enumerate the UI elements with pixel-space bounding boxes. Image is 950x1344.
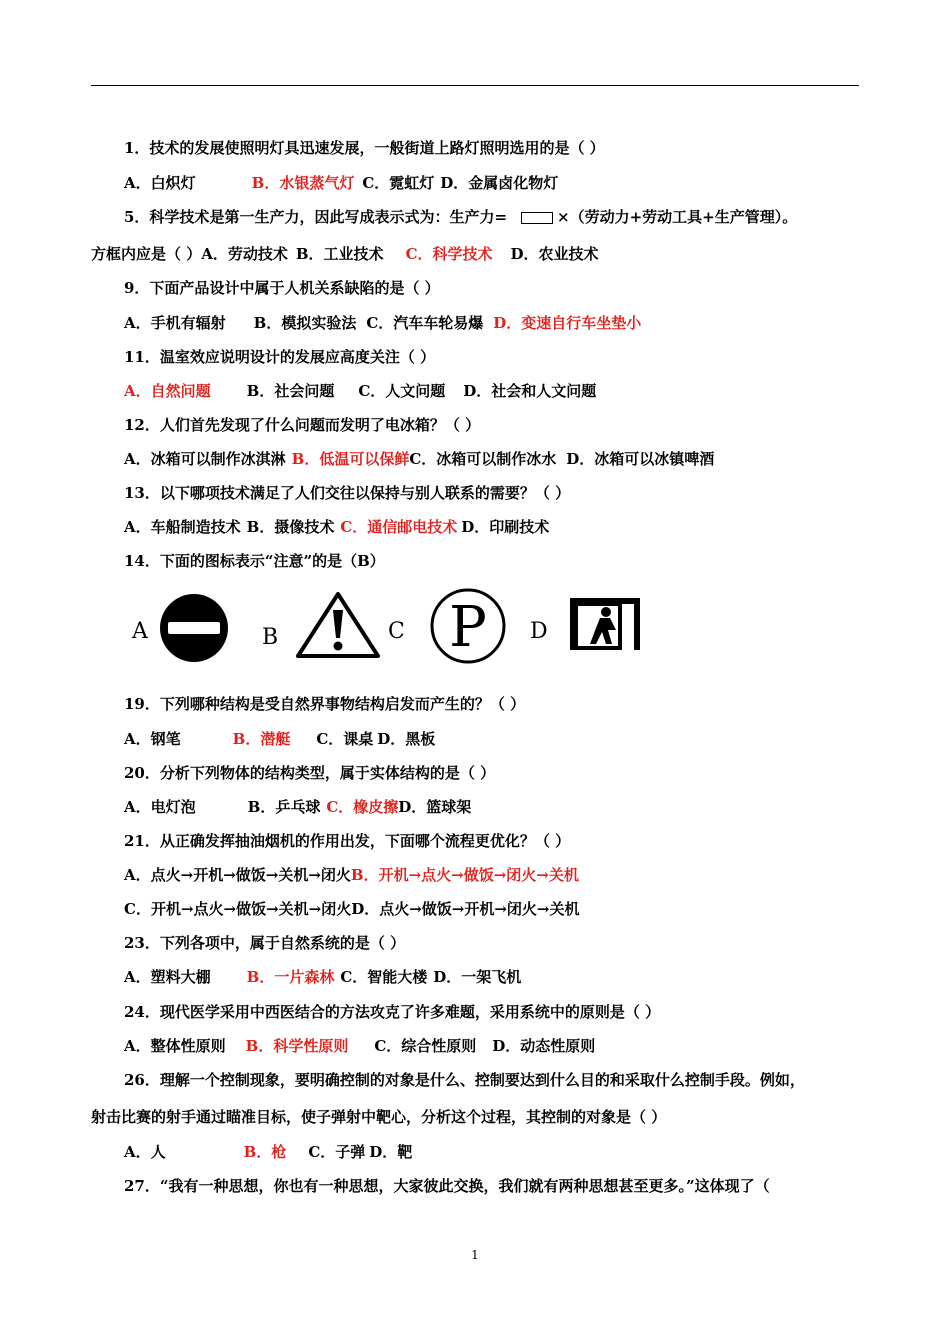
option-d: D．金属卤化物灯 xyxy=(440,174,559,192)
question-21-stem: 21．从正确发挥抽油烟机的作用出发，下面哪个流程更优化？（ ） xyxy=(124,832,571,850)
option-b-answer: B．枪 xyxy=(243,1143,287,1161)
option-b-answer: B．水银蒸气灯 xyxy=(251,174,355,192)
option-d: D．社会和人文问题 xyxy=(463,382,597,400)
question-20-stem: 20．分析下列物体的结构类型，属于实体结构的是（ ） xyxy=(124,764,496,782)
question-26-stem: 26．理解一个控制现象，要明确控制的对象是什么、控制要达到什么目的和采取什么控制手段。例如， xyxy=(124,1071,805,1089)
option-c-answer: C．科学技术 xyxy=(405,245,493,263)
option-a: A．劳动技术 xyxy=(201,245,288,263)
question-24-options xyxy=(124,1036,595,1056)
question-19-stem: 19．下列哪种结构是受自然界事物结构启发而产生的？（ ） xyxy=(124,695,526,713)
option-a: A．冰箱可以制作冰淇淋 xyxy=(124,450,286,468)
question-20-options xyxy=(124,797,471,817)
parking-icon xyxy=(432,590,504,662)
question-5-stem-part1: 5．科学技术是第一生产力，因此写成表示式为：生产力= xyxy=(124,208,508,226)
option-b: B．工业技术 xyxy=(295,245,384,263)
option-c: C．课桌 xyxy=(316,730,374,748)
option-d: D．农业技术 xyxy=(510,245,599,263)
option-b: B．社会问题 xyxy=(246,382,335,400)
warning-triangle-icon xyxy=(298,594,378,656)
emergency-exit-icon xyxy=(570,598,640,650)
option-c: C．智能大楼 xyxy=(340,968,428,986)
option-a: A．钢笔 xyxy=(124,730,181,748)
figure-label-c: C xyxy=(388,619,405,644)
option-d: D．一架飞机 xyxy=(433,968,522,986)
question-5-stem xyxy=(124,207,797,227)
question-21-options-ab xyxy=(124,865,579,885)
option-b: B．乒乓球 xyxy=(247,798,321,816)
question-11-stem: 11．温室效应说明设计的发展应高度关注（ ） xyxy=(124,348,436,366)
question-1-stem: 1．技术的发展使照明灯具迅速发展，一般街道上路灯照明选用的是（ ） xyxy=(124,139,605,157)
option-a: A．塑料大棚 xyxy=(124,968,211,986)
option-b-answer: B．一片森林 xyxy=(246,968,335,986)
question-9-stem: 9．下面产品设计中属于人机关系缺陷的是（ ） xyxy=(124,279,440,297)
question-5-stem-part3: 方框内应是（ ） xyxy=(91,245,202,263)
question-14-stem: 14．下面的图标表示“注意”的是（B） xyxy=(124,552,385,570)
question-23-options xyxy=(124,967,521,987)
question-19-options xyxy=(124,729,435,749)
option-b-answer: B．科学性原则 xyxy=(245,1037,349,1055)
question-5-options xyxy=(91,244,599,264)
question-9-options xyxy=(124,313,641,333)
blank-box xyxy=(521,212,553,224)
sign-figures xyxy=(130,586,660,668)
option-a: A．人 xyxy=(124,1143,166,1161)
option-c-answer: C．橡皮擦 xyxy=(326,798,399,816)
question-11-options xyxy=(124,381,596,401)
option-d: D．篮球架 xyxy=(398,798,472,816)
option-d: D．冰箱可以冰镇啤酒 xyxy=(566,450,715,468)
option-d: D．靶 xyxy=(369,1143,413,1161)
option-c: C．霓虹灯 xyxy=(362,174,435,192)
question-1-options xyxy=(124,173,558,193)
option-c: C．综合性原则 xyxy=(374,1037,477,1055)
option-a: A．手机有辐射 xyxy=(124,314,226,332)
option-a: A．点火→开机→做饭→关机→闭火 xyxy=(124,866,351,884)
question-27-stem: 27．“我有一种思想，你也有一种思想，大家彼此交换，我们就有两种思想甚至更多。”这体现了（ xyxy=(124,1177,770,1195)
option-a: A．车船制造技术 xyxy=(124,518,241,536)
option-d: D．黑板 xyxy=(377,730,436,748)
question-13-stem: 13．以下哪项技术满足了人们交往以保持与别人联系的需要？（ ） xyxy=(124,484,571,502)
question-12-options xyxy=(124,449,714,469)
option-c: C．子弹 xyxy=(308,1143,366,1161)
option-c: C．汽车车轮易爆 xyxy=(366,314,484,332)
option-a: A．电灯泡 xyxy=(124,798,196,816)
question-26-stem-line2: 射击比赛的射手通过瞄准目标，使子弹射中靶心，分析这个过程，其控制的对象是（ ） xyxy=(91,1108,667,1126)
question-13-options xyxy=(124,517,549,537)
option-b: B．摄像技术 xyxy=(246,518,335,536)
option-a: A．整体性原则 xyxy=(124,1037,226,1055)
option-c-answer: C．通信邮电技术 xyxy=(340,518,458,536)
option-c: C．人文问题 xyxy=(358,382,446,400)
figure-label-a: A xyxy=(132,619,148,644)
header-rule xyxy=(91,85,859,86)
page-number: 1 xyxy=(471,1248,479,1262)
option-d-answer: D．变速自行车坐垫小 xyxy=(493,314,642,332)
question-26-options xyxy=(124,1142,412,1162)
option-b-answer: B．低温可以保鲜 xyxy=(291,450,410,468)
option-b-answer: B．潜艇 xyxy=(232,730,291,748)
question-21-options-cd xyxy=(124,899,580,919)
question-24-stem: 24．现代医学采用中西医结合的方法攻克了许多难题，采用系统中的原则是（ ） xyxy=(124,1003,661,1021)
figure-label-b: B xyxy=(262,625,279,650)
option-b: B．模拟实验法 xyxy=(253,314,357,332)
option-a-answer: A．自然问题 xyxy=(124,382,211,400)
option-c: C．冰箱可以制作冰水 xyxy=(409,450,557,468)
option-d: D．印刷技术 xyxy=(461,518,550,536)
option-c: C．开机→点火→做饭→关机→闭火 xyxy=(124,900,352,918)
parking-letter: P xyxy=(449,595,487,660)
option-b-answer: B．开机→点火→做饭→闭火→关机 xyxy=(350,866,579,884)
question-12-stem: 12．人们首先发现了什么问题而发明了电冰箱？（ ） xyxy=(124,416,481,434)
option-d: D．动态性原则 xyxy=(492,1037,596,1055)
figure-label-d: D xyxy=(530,619,548,644)
no-entry-icon xyxy=(160,594,228,662)
question-23-stem: 23．下列各项中，属于自然系统的是（ ） xyxy=(124,934,406,952)
question-5-stem-part2: ×（劳动力+劳动工具+生产管理）。 xyxy=(557,208,798,226)
option-d: D．点火→做饭→开机→闭火→关机 xyxy=(351,900,580,918)
option-a: A．白炽灯 xyxy=(124,174,196,192)
